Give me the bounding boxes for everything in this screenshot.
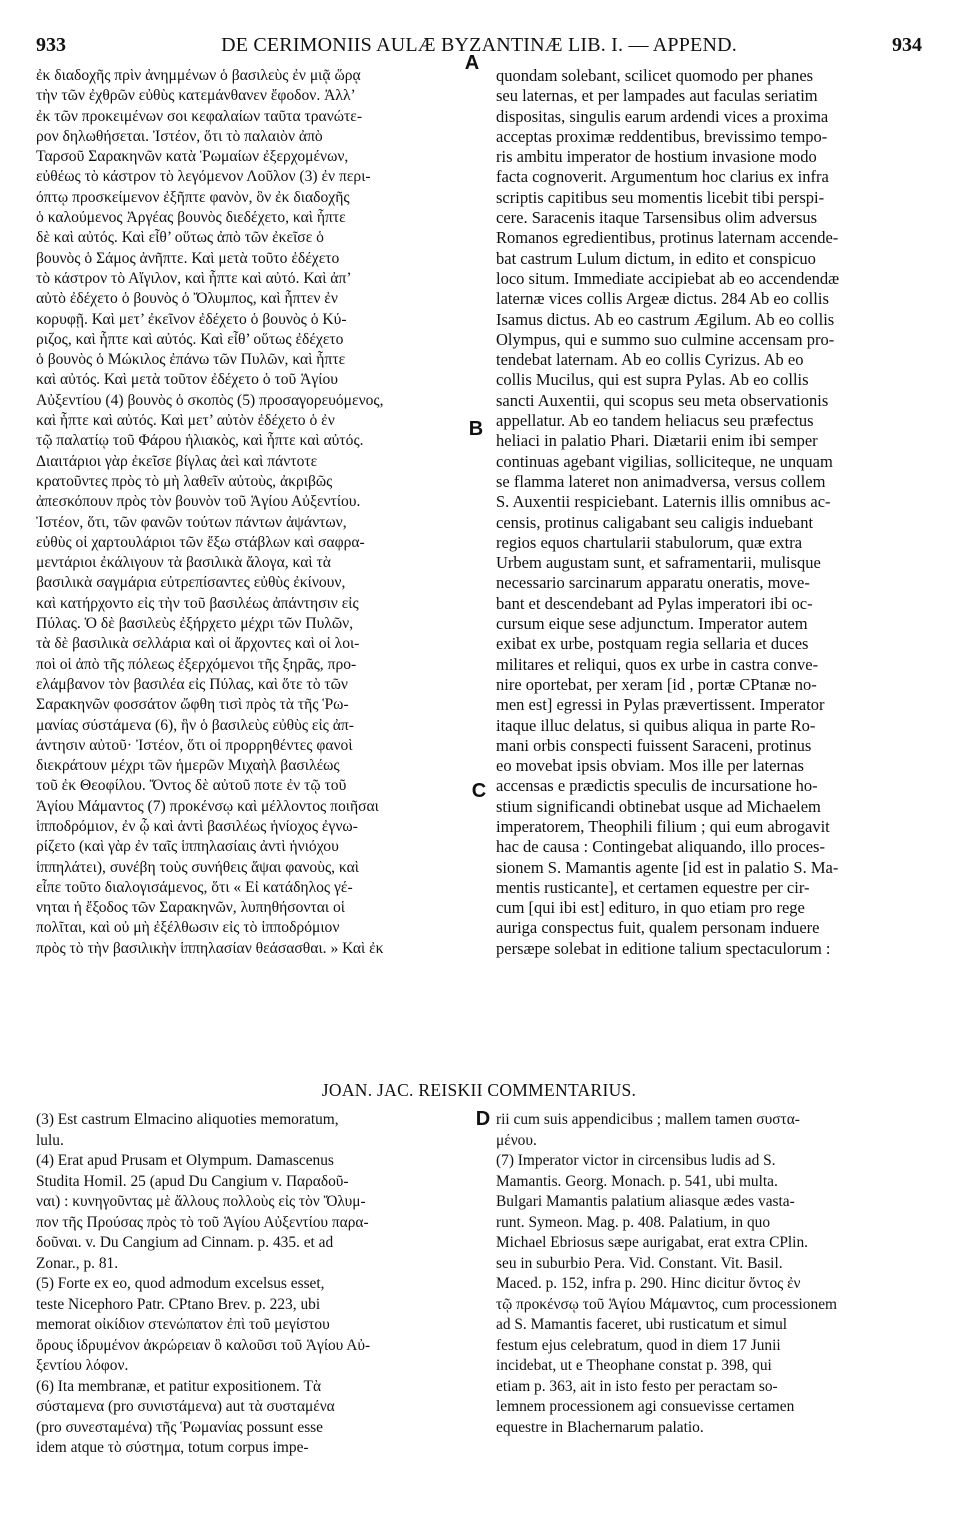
- running-title: DE CERIMONIIS AULÆ BYZANTINÆ LIB. I. — APPEND.: [221, 34, 737, 56]
- footnote-line: (6) Ita membranæ, et patitur expositionem. Τὰ: [36, 1377, 322, 1395]
- latin-text-line: militares et reliqui, quos ex urbe in castra conve-: [496, 654, 819, 674]
- footnote-line: etiam p. 363, ait in isto festo per peractam so-: [496, 1377, 778, 1395]
- latin-text-line: quondam solebant, scilicet quomodo per phanes: [496, 66, 814, 85]
- section-marker-b: B: [468, 418, 484, 440]
- greek-text-line: εὐθέως τὸ κάστρον τὸ λεγόμενον Λοῦλον (3) ἐν περι-: [36, 168, 371, 186]
- section-marker-c: C: [471, 780, 487, 802]
- latin-text-line: mani orbis conspecti fuissent Saraceni, protinus: [496, 735, 812, 755]
- greek-text-line: διεκράτουν μέχρι τῶν ἡμερῶν Μιχαὴλ βασιλέως: [36, 757, 340, 775]
- footnote-line: μένου.: [496, 1131, 537, 1149]
- latin-text-line: sancti Auxentii, qui scopus seu meta observationis: [496, 390, 829, 410]
- latin-text-line: appellatur. Ab eo tandem heliacus seu præfectus: [496, 411, 814, 431]
- greek-text-line: μανίας σύστάμενα (6), ἣν ὁ βασιλεὺς εὐθὺς εἰς ἀπ-: [36, 716, 354, 734]
- greek-text-line: βασιλικὰ σαγμάρια εὐτρεπίσαντες εὐθὺς ἐκίνουν,: [36, 574, 346, 592]
- latin-text-line: itaque illuc delatus, si quibus aliqua in parte Ro-: [496, 715, 816, 735]
- footnotes-right-column: [496, 1110, 925, 1438]
- footnote-line: (4) Erat apud Prusam et Olympum. Damascenus: [36, 1152, 334, 1169]
- latin-text-line: collis Mucilus, qui est supra Pylas. Ab eo collis: [496, 370, 809, 390]
- latin-text-line: accensas e prædictis speculis de incursatione ho-: [496, 776, 818, 796]
- greek-text-line: Αὐξεντίου (4) βουνὸς ὁ σκοπὸς (5) προσαγορευόμενος,: [36, 391, 384, 409]
- greek-text-line: ἱπποδρόμιον, ἐν ᾧ καὶ ἀντὶ βασιλέως ἡνίοχος ἐγνω-: [36, 817, 358, 835]
- footnote-line: δοῦναι. v. Du Cangium ad Cinnam. p. 435. et ad: [36, 1234, 334, 1251]
- footnote-line: (3) Est castrum Elmacino aliquoties memoratum,: [36, 1111, 339, 1128]
- greek-text-line: Διαιτάριοι γὰρ ἐκεῖσε βίγλας ἀεὶ καὶ πάντοτε: [36, 452, 318, 470]
- page-number-left: 933: [36, 34, 66, 56]
- footnote-line: seu in suburbio Pera. Vid. Constant. Vit. Basil.: [496, 1254, 783, 1272]
- latin-text-line: auriga conspectus fuit, qualem personam induere: [496, 918, 820, 938]
- greek-text-line: βουνὸς ὁ Σάμος ἀνῆπτε. Καὶ μετὰ τοῦτο ἐδέχετο: [36, 249, 340, 267]
- page-number-right: 934: [892, 34, 922, 56]
- footnote-line: ad S. Mamantis faceret, ubi rusticatum et simul: [496, 1316, 788, 1333]
- greek-text-line: καὶ κατήρχοντο εἰς τὴν τοῦ βασιλέως ἀπάντησιν εἰς: [36, 594, 359, 612]
- latin-text-line: bant et descendebant ad Pylas imperatori ibi oc-: [496, 593, 813, 613]
- section-marker-d: D: [475, 1108, 491, 1130]
- latin-text-line: regios equos chartularii stabulorum, quæ extra: [496, 532, 803, 552]
- footnote-line: equestre in Blachernarum palatio.: [496, 1418, 704, 1436]
- footnote-line: Bulgari Mamantis palatium aliasque ædes vasta-: [496, 1193, 795, 1210]
- greek-text-line: τὴν τῶν ἐχθρῶν εὐθὺς κατεμάνθανεν ἔφοδον. Ἀλλ’: [36, 87, 356, 105]
- greek-text-line: δὲ καὶ αὐτός. Καὶ εἶθ’ οὕτως ἀπὸ τῶν ἐκεῖσε ὁ: [36, 229, 324, 247]
- latin-text-line: dispositas, singulis earum ardendi vices a proxima: [496, 106, 829, 126]
- greek-text-line: άντησιν αὐτοῦ· Ἰστέον, ὅτι οἱ προρρηθέντες φανοὶ: [36, 736, 353, 754]
- footnote-line: runt. Symeon. Mag. p. 408. Palatium, in quo: [496, 1213, 771, 1231]
- greek-text-line: ἱππηλάτει), συνέβη τοὺς συνήθεις ἅψαι φανοὺς, καὶ: [36, 858, 360, 876]
- greek-text-line: νηται ἡ ἔξοδος τῶν Σαρακηνῶν, λυπηθήσονται οἱ: [36, 899, 346, 917]
- greek-text-line: ελάμβανον τὸν βασιλέα εἰς Πύλας, καὶ ὅτε τὸ τῶν: [36, 675, 348, 693]
- footnote-line: πον τῆς Προύσας πρὸς τὸ τοῦ Ἁγίου Αὐξεντίου παρα-: [36, 1213, 369, 1231]
- latin-text-line: heliaci in palatio Phari. Diætarii enim ibi semper: [496, 431, 818, 451]
- footnote-line: lemnem processionem agi consuevisse certamen: [496, 1398, 795, 1415]
- greek-text-line: Πύλας. Ὁ δὲ βασιλεὺς ἐξήρχετο μέχρι τῶν Πυλῶν,: [36, 615, 354, 633]
- greek-text-line: ἐκ διαδοχῆς πρὶν ἀνημμένων ὁ βασιλεὺς ἐν μιᾷ ὥρᾳ: [36, 67, 361, 84]
- latin-text-line: acceptas proximæ reddentibus, brevissimo tempo-: [496, 126, 828, 146]
- footnote-line: τῷ προκένσῳ τοῦ Ἁγίου Μάμαντος, cum processionem: [496, 1295, 837, 1313]
- greek-text-line: τοῦ ἐκ Θεοφίλου. Ὄντος δὲ αὐτοῦ ποτε ἐν τῷ τοῦ: [36, 777, 347, 795]
- greek-text-line: ὁ καλούμενος Ἀργέας βουνὸς διεδέχετο, καὶ ἧπτε: [36, 209, 346, 227]
- latin-text-line: stium significandi obtinebat usque ad Michaelem: [496, 796, 821, 816]
- latin-text-line: seu laternas, et per lampades aut faculas seriatim: [496, 86, 818, 106]
- latin-text-line: laternæ vices collis Argeæ dictus. 284 Ab eo collis: [496, 289, 829, 309]
- greek-text-line: πολῖται, καὶ οὐ μὴ ἐξέλθωσιν εἰς τὸ ἱπποδρόμιον: [36, 919, 340, 937]
- latin-text-line: men est] egressi in Pylas prævertissent. Imperator: [496, 695, 825, 715]
- latin-text-line: censis, protinus caligabant seu caligis induebant: [496, 512, 814, 532]
- latin-text-column: [496, 66, 925, 959]
- footnote-line: (pro συνεσταμένα) τῆς Ῥωμανίας possunt esse: [36, 1418, 324, 1436]
- latin-text-line: scriptis capitibus seu momentis licebit tibi perspi-: [496, 187, 825, 207]
- greek-text-line: Ἰστέον, ὅτι, τῶν φανῶν τούτων πάντων ἀψάντων,: [36, 513, 347, 531]
- greek-text-line: καὶ ἧπτε καὶ αὐτός. Καὶ μετ’ αὐτὸν ἐδέχετο ὁ ἐν: [36, 412, 335, 430]
- greek-text-line: ποὶ οἱ ἀπὸ τῆς πόλεως ἐξερχόμενοι τῆς ξηρᾶς, προ-: [36, 655, 357, 673]
- greek-text-line: ἐκ τῶν προκειμένων σοι κεφαλαίων ταῦτα τρανώτε-: [36, 107, 363, 125]
- footnote-line: (5) Forte ex eo, quod admodum excelsus esset,: [36, 1275, 325, 1292]
- greek-text-line: Ταρσοῦ Σαρακηνῶν κατὰ Ῥωμαίων ἐξερχομένων,: [36, 148, 349, 166]
- footnote-line: teste Nicephoro Patr. CPtano Brev. p. 223, ubi: [36, 1295, 321, 1313]
- latin-text-line: hac de causa : Contingebat aliquando, illo proces-: [496, 837, 825, 857]
- latin-text-line: Romanos egredientibus, protinus laternam accende-: [496, 228, 839, 248]
- footnote-line: rii cum suis appendicibus ; mallem tamen συστα-: [496, 1111, 800, 1128]
- footnote-line: σύσταμενα (pro συνιστάμενα) aut τὰ συσταμένα: [36, 1398, 335, 1415]
- footnote-line: Maced. p. 152, infra p. 290. Hinc dicitur ὄντος ἐν: [496, 1275, 801, 1292]
- latin-text-line: mentis rusticante], et certamen equestre per cir-: [496, 877, 810, 897]
- greek-text-column: [36, 66, 484, 959]
- greek-text-line: πρὸς τὸ τὴν βασιλικὴν ἱππηλασίαν θεάσασθαι. » Καὶ ἐκ: [36, 939, 384, 957]
- footnote-line: incidebat, ut e Theophane constat p. 398, qui: [496, 1357, 772, 1374]
- greek-text-line: όπτῳ προσκείμενον ἐξῆπτε φανὸν, ὃν ἐκ διαδοχῆς: [36, 188, 350, 206]
- greek-text-line: μεντάριοι ἐκάλιγουν τὰ βασιλικὰ ἄλογα, καὶ τὰ: [36, 554, 331, 572]
- latin-text-line: Urbem augustam sunt, et saframentarii, mulisque: [496, 553, 821, 573]
- footnote-line: Michael Ebriosus sæpe aurigabat, erat extra CPlin.: [496, 1234, 809, 1251]
- latin-text-line: cum [qui ibi est] edituro, in quo etiam pro rege: [496, 898, 805, 918]
- greek-text-line: αὐτὸ ἐδέχετο ὁ βουνὸς ὁ Ὄλυμπος, καὶ ἧπτεν ἐν: [36, 290, 338, 308]
- footnote-line: ξεντίου λόφον.: [36, 1357, 129, 1374]
- footnote-line: Studita Homil. 25 (apud Du Cangium v. Παραδοῦ-: [36, 1172, 349, 1190]
- commentary-title: JOAN. JAC. REISKII COMMENTARIUS.: [321, 1080, 637, 1100]
- latin-text-line: Isamus dictus. Ab eo castrum Ægilum. Ab eo collis: [496, 309, 835, 329]
- latin-text-line: facta cognoverit. Argumentum hoc clarius ex infra: [496, 167, 829, 187]
- footnote-line: festum ejus celebratum, quod in diem 17 Junii: [496, 1336, 781, 1354]
- greek-text-line: κορυφῇ. Καὶ μετ’ ἐκεῖνον ἐδέχετο ὁ βουνὸς ὁ Κύ-: [36, 310, 347, 328]
- latin-text-line: loco situm. Immediate accipiebat ab eo accendendæ: [496, 268, 840, 288]
- greek-text-line: τὸ κάστρον τὸ Αἴγιλον, καὶ ἧπτε καὶ αὐτό. Καὶ ἀπ’: [36, 269, 352, 287]
- greek-text-line: Ἁγίου Μάμαντος (7) προκένσῳ καὶ μέλλοντος ποιῆσαι: [36, 797, 379, 815]
- greek-text-line: εἶπε τοῦτο διαλογισάμενος, ὅτι « Εἰ κατάδηλος γέ-: [36, 878, 353, 896]
- greek-text-line: ρον δηλωθήσεται. Ἰστέον, ὅτι τὸ παλαιὸν ἀπὸ: [36, 127, 323, 145]
- latin-text-line: S. Auxentii respiciebant. Laternis illis omnibus ac-: [496, 492, 831, 512]
- latin-text-line: cere. Saracenis itaque Tarsensibus olim adversus: [496, 208, 818, 228]
- latin-text-line: Olympus, qui e summo suo culmine accensam pro-: [496, 329, 835, 349]
- latin-text-line: se flamma lateret non animadversa, versus collem: [496, 471, 826, 491]
- footnote-line: Zonar., p. 81.: [36, 1254, 119, 1272]
- latin-text-line: cursum eique sese adjunctum. Imperator autem: [496, 614, 808, 634]
- footnote-line: lulu.: [36, 1131, 64, 1149]
- greek-text-line: τὰ δὲ βασιλικὰ σελλάρια καὶ οἱ ἄρχοντες καὶ οἱ λοι-: [36, 635, 360, 653]
- greek-text-line: τῷ παλατίῳ τοῦ Φάρου ἡλιακὸς, καὶ ἧπτε καὶ αὐτός.: [36, 432, 364, 450]
- latin-text-line: continuas agebant vigilias, solliciteque, ne unquam: [496, 451, 833, 471]
- greek-text-line: εὐθὺς οἱ χαρτουλάριοι τῶν ἔξω στάβλων καὶ σαφρα-: [36, 533, 365, 551]
- footnote-line: Mamantis. Georg. Monach. p. 541, ubi multa.: [496, 1172, 778, 1190]
- greek-text-line: ὁ βουνὸς ὁ Μώκιλος ἐπάνω τῶν Πυλῶν, καὶ ἧπτε: [36, 351, 346, 369]
- section-marker-a: A: [464, 52, 480, 74]
- latin-text-line: sionem S. Mamantis agente [id est in palatio S. Ma-: [496, 857, 839, 877]
- latin-text-line: bat castrum Lulum dictum, in edito et conspicuo: [496, 248, 816, 268]
- latin-text-line: eo movebat ipsis obviam. Mos ille per laternas: [496, 756, 804, 776]
- greek-text-line: καὶ αὐτός. Καὶ μετὰ τοῦτον ἐδέχετο ὁ τοῦ Ἁγίου: [36, 371, 339, 389]
- latin-text-line: nire oportebat, per xeram [id , portæ CPtanæ no-: [496, 674, 817, 694]
- footnote-line: idem atque τὸ σύστημα, totum corpus impe-: [36, 1439, 309, 1456]
- latin-text-line: necessario sarcinarum apparatu oneratis, move-: [496, 573, 810, 593]
- footnote-line: ὄρους ἱδρυμένον ἀκρώρειαν ὃ καλοῦσι τοῦ Ἁγίου Αὐ-: [36, 1336, 371, 1354]
- footnote-line: memorat οἰκίδιον στενώπατον ἐπὶ τοῦ μεγίστου: [36, 1316, 330, 1333]
- latin-text-line: ris ambitu imperator de hostium invasione modo: [496, 147, 817, 167]
- greek-text-line: ρίζετο (καὶ γὰρ ἐν ταῖς ἱππηλασίαις ἀντὶ ἡνιόχου: [36, 838, 339, 856]
- greek-text-line: ἀπεσκόπουν πρὸς τὸν βουνὸν τοῦ Ἁγίου Αὐξεντίου.: [36, 493, 361, 511]
- greek-text-line: κρατοῦντες πρὸς τὸ μὴ λαθεῖν αὐτοὺς, ἀκριβῶς: [36, 472, 333, 490]
- footnotes-left-column: [36, 1110, 476, 1459]
- greek-text-line: ριζος, καὶ ἧπτε καὶ αὐτός. Καὶ εἶθ’ οὕτως ἐδέχετο: [36, 330, 344, 348]
- latin-text-line: imperatorem, Theophili filium ; qui eum abrogavit: [496, 816, 830, 836]
- latin-text-line: persæpe solebat in editione talium spectaculorum :: [496, 938, 831, 958]
- latin-text-line: tendebat laternam. Ab eo collis Cyrizus. Ab eo: [496, 350, 804, 370]
- footnote-line: ναι) : κυνηγοῦντας μὲ ἄλλους πολλοὺς εἰς τὸν Ὄλυμ-: [36, 1193, 366, 1210]
- greek-text-line: Σαρακηνῶν φοσσάτον ὤφθη τισὶ πρὸς τὰ τῆς Ῥω-: [36, 696, 349, 714]
- latin-text-line: exibat ex urbe, postquam regia sellaria et duces: [496, 634, 809, 654]
- footnote-line: (7) Imperator victor in circensibus ludis ad S.: [496, 1152, 776, 1169]
